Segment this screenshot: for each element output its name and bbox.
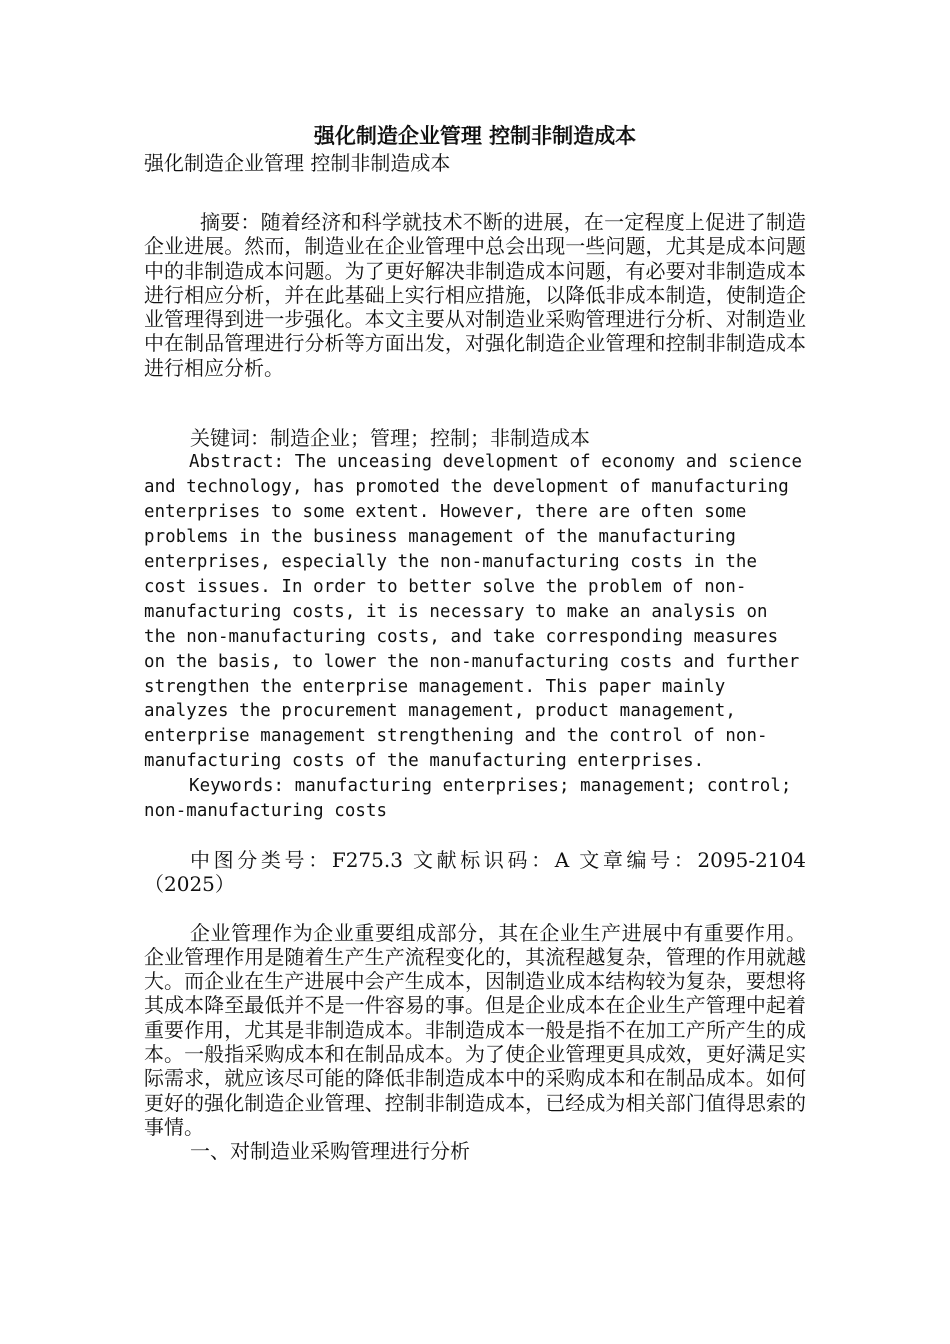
keywords-en: Keywords: manufacturing enterprises; management; control; non-manufacturing costs bbox=[144, 776, 792, 822]
document-subtitle: 强化制造企业管理 控制非制造成本 bbox=[144, 151, 451, 175]
section-heading: 一、对制造业采购管理进行分析 bbox=[190, 1139, 470, 1164]
spacer bbox=[144, 380, 806, 426]
document-page bbox=[144, 122, 806, 1164]
document-title: 强化制造企业管理 控制非制造成本 bbox=[313, 123, 637, 148]
keywords-cn: 关键词：制造企业；管理；控制；非制造成本 bbox=[190, 426, 590, 451]
abstract-en: Abstract: The unceasing development of economy and science and technology, has promoted the development of manufacturing enterprises to some extent. However, there are often some problems in the business management of the manufacturing enterprises, especially the non-manufacturing costs in the cost issues. In order to better solve the problem of non-manufacturing costs, it is necessary to make an analysis on the non-manufacturing costs, and take corresponding measures on the basis, to lower the non-manufacturing costs and further strengthen the enterprise management. This paper mainly analyzes the procurement management, product management, enterprise management strengthening and the control of non-manufacturing costs of the manufacturing enterprises. bbox=[144, 452, 803, 772]
classification-line: 中图分类号：F275.3 文献标识码：A 文章编号：2095-2104（2025） bbox=[144, 847, 806, 897]
spacer bbox=[144, 897, 806, 921]
spacer bbox=[144, 176, 806, 210]
spacer bbox=[144, 824, 806, 848]
abstract-cn: 摘要：随着经济和科学就技术不断的进展，在一定程度上促进了制造企业进展。然而，制造业在企业管理中总会出现一些问题，尤其是成本问题中的非制造成本问题。为了更好解决非制造成本问题，有必要对非制造成本进行相应分析，并在此基础上实行相应措施，以降低非成本制造，使制造企业管理得到进一步强化。本文主要从对制造业采购管理进行分析、对制造业中在制品管理进行分析等方面出发，对强化制造企业管理和控制非制造成本进行相应分析。 bbox=[144, 210, 806, 380]
body-paragraph: 企业管理作为企业重要组成部分，其在企业生产进展中有重要作用。企业管理作用是随着生产生产流程变化的，其流程越复杂，管理的作用就越大。而企业在生产进展中会产生成本，因制造业成本结构较为复杂，要想将其成本降至最低并不是一件容易的事。但是企业成本在企业生产管理中起着重要作用，尤其是非制造成本。非制造成本一般是指不在加工产所产生的成本。一般指采购成本和在制品成本。为了使企业管理更具成效，更好满足实际需求，就应该尽可能的降低非制造成本中的采购成本和在制品成本。如何更好的强化制造企业管理、控制非制造成本，已经成为相关部门值得思索的事情。 bbox=[144, 920, 806, 1139]
